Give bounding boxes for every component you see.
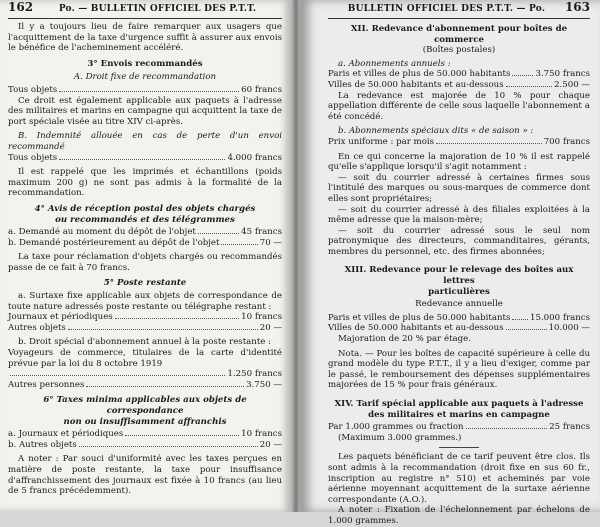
section-title-line2: ou recommandés et des télégrammes [55, 214, 235, 225]
tariff-label: Prix uniforme : par mois [328, 136, 435, 147]
section-title: 4° Avis de réception postal des objets chargés [34, 203, 256, 214]
paragraph: Ce droit est également applicable aux paquets à l'adresse des militaires et marins en campagne qui acquittent la taxe de port spéciale visée au titre XIV ci-après. [8, 95, 282, 127]
tariff-value: 10 francs [241, 312, 282, 323]
leader-dots [115, 318, 239, 319]
subsection-title [328, 59, 590, 70]
paragraph: Il y a toujours lieu de faire remarquer aux usagers que l'acquittement de la taxe d'urgence suffit à assurer aux envois le bénéfice de l'acheminement accéléré. [8, 22, 282, 54]
tariff-value: 10 francs [241, 429, 282, 440]
right-running-header [328, 0, 590, 18]
subsection-title-text: a. Abonnements annuels : [338, 58, 451, 69]
leader-dots [68, 329, 258, 330]
page-number: 163 [564, 0, 590, 14]
leader-dots [59, 91, 239, 92]
subsection-title: A. Droit fixe de recommandation [73, 72, 217, 83]
tariff-label: b. Autres objets [8, 439, 77, 450]
header-rule [328, 18, 590, 19]
tariff-value: 60 francs [241, 84, 282, 95]
note-paragraph: A noter : Par souci d'uniformité avec les taxes perçues en matière de poste restante, la taxe pour insuffisance d'affranchissement des journaux est fixée à 10 francs (au lieu de 5 francs précédemment). [8, 454, 282, 497]
section-title: XIV. Tarif spécial applicable aux paquets à l'adresse [334, 399, 584, 409]
tariff-value: 45 francs [241, 227, 282, 238]
leader-dots [436, 143, 542, 144]
tariff-row [328, 69, 590, 80]
list-item: — soit du courrier adressé à des filiales exploitées à la même adresse que la maison-mère; [328, 204, 590, 226]
header-title: BULLETIN OFFICIEL DES P.T.T. — Po. [347, 4, 546, 14]
tariff-value: 2.500 — [554, 79, 590, 90]
note-paragraph: Nota. — Pour les boîtes de capacité supérieure à celle du grand modèle du type P.T.T., il y a lieu d'exiger, comme par le passé, le remboursement des dépenses supplémentaires majorées de 15 % pour frais généraux. [328, 348, 590, 391]
tariff-row [328, 323, 590, 334]
leader-dots [86, 386, 244, 387]
divider [439, 447, 479, 448]
tariff-row [328, 137, 590, 148]
leader-dots [79, 446, 258, 447]
tariff-value: 15.000 francs [530, 312, 590, 323]
subsection-title [328, 126, 590, 137]
paragraph: En ce qui concerne la majoration de 10 % il est rappelé qu'elle s'applique lorsqu'il s'agit notamment : [328, 151, 590, 173]
tariff-row [8, 323, 282, 334]
section-title: XII. Redevance d'abonnement pour boîtes de commerce [350, 24, 568, 45]
section-subtitle: Redevance annuelle [415, 299, 503, 310]
tariff-label: Villes de 50.000 habitants et au-dessous [328, 323, 504, 334]
paragraph: La taxe pour réclamation d'objets chargés ou recommandés passe de ce fait à 70 francs. [8, 252, 282, 273]
leader-dots [506, 329, 547, 330]
section-title: 6° Taxes minima applicables aux objets de correspondance [43, 395, 247, 416]
paragraph: a. Surtaxe fixe applicable aux objets de correspondance de toute nature adressés poste restante ou télégraphe restant : [8, 291, 282, 312]
tariff-value: 10.000 — [548, 323, 590, 334]
tariff-value: 20 — [259, 322, 282, 333]
leader-dots [10, 375, 225, 376]
paragraph: Les paquets bénéficiant de ce tarif peuvent être clos. Ils sont admis à la recommandation (droit fixe en sus 60 fr., inscription au registre n° 510) et acheminés par voie aérienne moyennant acquittement de la surtaxe aérienne correspondante (A.O.). [328, 452, 590, 505]
left-page-content [8, 0, 282, 512]
list-item: — soit du courrier adressé à certaines firmes sous l'intitulé des marques ou sous-marques de commerce dont elles sont propriétaires; [328, 172, 590, 204]
tariff-row [8, 312, 282, 323]
tariff-label: Autres personnes [8, 379, 85, 390]
subsection-title-text: B. Indemnité allouée en cas de perte d'un envoi recommandé [8, 131, 282, 152]
tariff-value: 4.000 francs [227, 152, 282, 163]
tariff-label: Tous objets [8, 152, 58, 163]
tariff-row [8, 238, 282, 249]
tariff-label: a. Demandé au moment du dépôt de l'objet [8, 227, 196, 238]
tariff-label: Par 1.000 grammes ou fraction [328, 422, 464, 433]
tariff-row [8, 429, 282, 440]
page-number: 162 [8, 0, 34, 14]
leader-dots [512, 319, 528, 320]
subsection-title [8, 131, 282, 152]
section-subtitle: (Boîtes postales) [422, 45, 496, 56]
tariff-label: a. Journaux et périodiques [8, 429, 124, 440]
tariff-label: Paris et villes de plus de 50.000 habitants [328, 69, 511, 80]
leader-dots [512, 75, 533, 76]
header-rule [8, 18, 282, 19]
tariff-row [8, 85, 282, 96]
tariff-label: Villes de 50.000 habitants et au-dessous [328, 79, 504, 90]
right-page [300, 0, 600, 526]
tariff-label: Paris et villes de plus de 50.000 habitants [328, 312, 511, 323]
tariff-label: Autres objets [8, 322, 66, 333]
leader-dots [198, 233, 239, 234]
tariff-label: b. Demandé postérieurement au dépôt de l'objet [8, 237, 220, 248]
paragraph: (Maximum 3.000 grammes.) [338, 432, 462, 443]
tariff-label: Tous objets [8, 84, 58, 95]
tariff-row [8, 153, 282, 164]
leader-dots [506, 86, 552, 87]
paragraph: Il est rappelé que les imprimés et échantillons (poids maximum 200 g) ne sont pas admis à la formalité de la recommandation. [8, 167, 282, 199]
leader-dots [221, 244, 257, 245]
tariff-row [8, 369, 282, 380]
section-title-line2: des militaires et marins en campagne [368, 409, 550, 420]
paragraph: b. Droit spécial d'abonnement annuel à la poste restante : [18, 337, 271, 348]
section-title: 5° Poste restante [103, 278, 187, 289]
paragraph: Voyageurs de commerce, titulaires de la carte d'identité prévue par la loi du 8 octobre 1919 [8, 348, 282, 369]
tariff-row [328, 80, 590, 91]
section-title: 3° Envois recommandés [87, 58, 203, 69]
tariff-row [328, 313, 590, 324]
tariff-value: 20 — [259, 439, 282, 450]
paragraph: Majoration de 20 % par étage. [338, 334, 471, 345]
tariff-value: 3.750 francs [535, 69, 590, 80]
list-item: — soit du courrier adressé sous le seul nom patronymique des directeurs, commanditaires, gérants, membres du personnel, etc. des firmes abonnées; [328, 225, 590, 257]
tariff-row [328, 422, 590, 433]
tariff-value: 70 — [259, 237, 282, 248]
left-running-header [8, 0, 282, 18]
header-title: Po. — BULLETIN OFFICIEL DES P.T.T. [58, 4, 257, 14]
subsection-title-text: b. Abonnements spéciaux dits « de saison » : [338, 126, 534, 137]
tariff-value: 25 francs [549, 422, 590, 433]
paragraph: La redevance est majorée de 10 % pour chaque appellation différente de celle sous laquelle l'abonnement a été concédé. [328, 90, 590, 122]
leader-dots [59, 159, 225, 160]
section-title-line2: particulières [428, 286, 490, 297]
leader-dots [125, 435, 239, 436]
tariff-value: 1.250 francs [227, 369, 282, 380]
tariff-label: Journaux et périodiques [8, 312, 113, 323]
left-page [0, 0, 292, 512]
tariff-row [8, 440, 282, 451]
right-page-content [328, 0, 590, 526]
tariff-row [8, 227, 282, 238]
tariff-row [8, 380, 282, 391]
note-paragraph: A noter : Fixation de l'échelonnement par échelons de 1.000 grammes. [328, 505, 590, 526]
leader-dots [466, 428, 548, 429]
tariff-value: 3.750 — [246, 379, 282, 390]
tariff-value: 700 francs [543, 136, 590, 147]
section-title-line2: non ou insuffisamment affranchis [63, 416, 227, 427]
section-title: XIII. Redevance pour le relevage des boîtes aux lettres [344, 265, 574, 287]
